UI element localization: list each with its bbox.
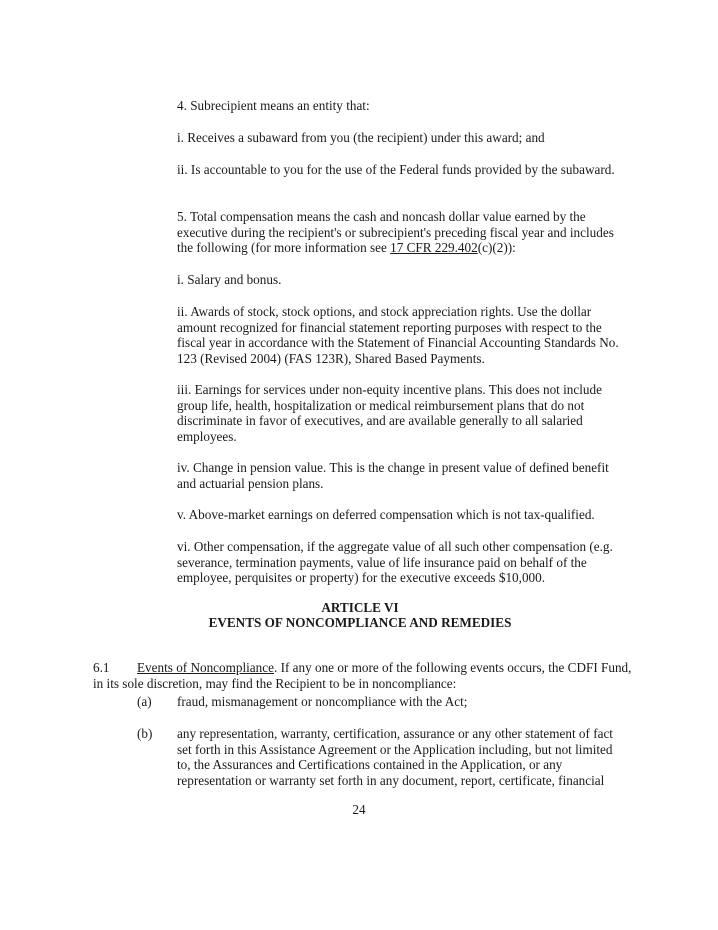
definition-5-i: i. Salary and bonus. <box>177 272 282 287</box>
definition-5-ii: ii. Awards of stock, stock options, and stock appreciation rights. Use the dollar amount recognized for financial statement reporting purposes with respect to the fiscal year in accordance with the Statement of Financial Accounting Standards No. 123 (Revised 2004) (FAS 123R), Shared Based Payments. <box>177 304 619 366</box>
definition-5-iii: iii. Earnings for services under non-equity incentive plans. This does not include group life, health, hospitalization or medical reimbursement plans that do not discriminate in favor of executives, and are available generally to all salaried employees. <box>177 382 602 444</box>
definition-5-vi: vi. Other compensation, if the aggregate value of all such other compensation (e.g. severance, termination payments, value of life insurance paid on behalf of the employee, perquisites or property) for the executive exceeds $10,000. <box>177 539 613 586</box>
cfr-reference-link[interactable]: 17 CFR 229.402 <box>390 240 478 256</box>
definition-4: 4. Subrecipient means an entity that: <box>177 98 370 113</box>
definition-5: 5. Total compensation means the cash and noncash dollar value earned by the executive during the recipient's or subrecipient's preceding fiscal year and includes the following (for more information see 17 CFR 229.402(c)(2)): <box>177 209 614 256</box>
article-title: EVENTS OF NONCOMPLIANCE AND REMEDIES <box>208 615 512 630</box>
section-heading: Events of Noncompliance <box>137 660 274 676</box>
section-number: 6.1 <box>93 660 110 676</box>
page-number: 24 <box>352 802 366 817</box>
section-6-1: 6.1 Events of Noncompliance. If any one or more of the following events occurs, the CDFI Fund, in its sole discretion, may find the Recipient to be in noncompliance: <box>93 660 632 691</box>
definition-4-i: i. Receives a subaward from you (the recipient) under this award; and <box>177 130 545 145</box>
definition-5-iv: iv. Change in pension value. This is the change in present value of defined benefit and actuarial pension plans. <box>177 460 609 491</box>
item-label: (b) <box>137 726 153 741</box>
definition-5-v: v. Above-market earnings on deferred compensation which is not tax-qualified. <box>177 507 595 522</box>
item-label: (a) <box>137 694 152 709</box>
item-text: fraud, mismanagement or noncompliance with the Act; <box>177 694 468 709</box>
definition-4-ii: ii. Is accountable to you for the use of the Federal funds provided by the subaward. <box>177 162 615 177</box>
article-number: ARTICLE VI <box>321 600 399 615</box>
item-text: any representation, warranty, certification, assurance or any other statement of fact set forth in this Assistance Agreement or the Application including, but not limited to, the Assurances and Certifications contained in the Application, or any representation or warranty set forth in any document, report, certificate, financial <box>177 726 613 788</box>
